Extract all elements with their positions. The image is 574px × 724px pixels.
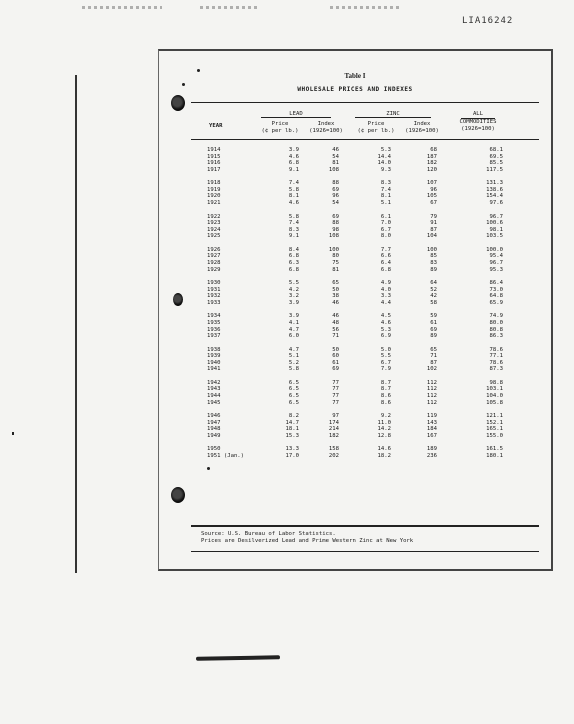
lead-price-cell: 9.1 [288, 233, 299, 240]
lead-price-cell: 4.6 [288, 153, 299, 160]
lead-index-cell: 46 [332, 147, 339, 153]
table-row [159, 214, 551, 221]
table-row [159, 280, 551, 287]
zinc-price-cell: 5.5 [380, 353, 391, 360]
lead-index-cell: 54 [332, 153, 339, 160]
lead-price-cell: 6.8 [288, 160, 299, 167]
table-row [159, 433, 551, 440]
table-row [159, 253, 551, 260]
zinc-price-cell: 6.4 [380, 259, 391, 266]
year-cell: 1928 [207, 259, 221, 266]
zinc-index-cell: 67 [430, 200, 437, 207]
year-cell: 1938 [207, 346, 221, 353]
zinc-price-cell: 14.4 [377, 153, 391, 160]
all-commodities-cell: 138.6 [486, 186, 503, 193]
document-id: LIA16242 [462, 16, 514, 26]
zinc-index-cell: 236 [426, 452, 437, 459]
lead-price-cell: 6.5 [288, 379, 299, 386]
zinc-price-cell: 8.6 [380, 393, 391, 400]
zinc-index-cell: 91 [430, 220, 437, 227]
all-commodities-cell: 86.3 [489, 333, 503, 340]
zinc-index-cell: 184 [426, 426, 437, 433]
zinc-index-cell: 68 [430, 147, 437, 153]
year-cell: 1915 [207, 153, 221, 160]
lead-price-cell: 4.7 [288, 326, 299, 333]
year-cell: 1939 [207, 353, 221, 360]
lead-index-cell: 54 [332, 200, 339, 207]
lead-price-cell: 9.1 [288, 166, 299, 173]
zinc-price-cell: 8.7 [380, 386, 391, 393]
lead-price-cell: 6.5 [288, 386, 299, 393]
table-title: WHOLESALE PRICES AND INDEXES [297, 86, 413, 93]
lead-price-cell: 5.5 [288, 280, 299, 287]
all-commodities-cell: 165.1 [486, 426, 503, 433]
table-row [159, 453, 551, 460]
all-commodities-cell: 80.0 [489, 319, 503, 326]
lead-price-cell: 14.7 [285, 419, 299, 426]
lead-price-cell: 7.4 [288, 220, 299, 227]
all-commodities-cell: 155.0 [486, 432, 503, 439]
year-cell: 1950 [207, 446, 221, 453]
zinc-index-cell: 102 [426, 366, 437, 373]
lead-index-header: Index (1926=100) [309, 121, 343, 134]
zinc-price-cell: 8.1 [380, 193, 391, 200]
zinc-price-cell: 4.0 [380, 286, 391, 293]
lead-price-cell: 8.1 [288, 193, 299, 200]
lead-index-cell: 56 [332, 326, 339, 333]
all-commodities-cell: 98.1 [489, 226, 503, 233]
lead-price-cell: 15.3 [285, 432, 299, 439]
year-cell: 1947 [207, 419, 221, 426]
lead-index-cell: 96 [332, 193, 339, 200]
price-note: Prices are Desilverized Lead and Prime Western Zinc at New York [201, 538, 414, 544]
table-row [159, 300, 551, 307]
year-cell: 1943 [207, 386, 221, 393]
table-row [159, 400, 551, 407]
all-commodities-cell: 95.3 [489, 266, 503, 273]
lead-index-cell: 46 [332, 299, 339, 306]
zinc-price-cell: 14.0 [377, 160, 391, 167]
zinc-index-cell: 87 [430, 226, 437, 233]
punch-hole-icon [171, 487, 185, 503]
lead-index-cell: 100 [328, 246, 339, 253]
zinc-price-cell: 6.1 [380, 213, 391, 220]
table-sheet [158, 49, 553, 571]
lead-index-cell: 158 [328, 446, 339, 453]
lead-index-cell: 202 [328, 452, 339, 459]
table-row [159, 147, 551, 154]
table-row [159, 386, 551, 393]
zinc-price-cell: 9.3 [380, 166, 391, 173]
lead-price-cell: 8.4 [288, 246, 299, 253]
lead-price-cell: 4.1 [288, 319, 299, 326]
table-row [159, 360, 551, 367]
lead-index-cell: 69 [332, 186, 339, 193]
lead-index-cell: 77 [332, 379, 339, 386]
table-row [159, 220, 551, 227]
all-commodities-cell: 103.5 [486, 233, 503, 240]
all-commodities-cell: 65.9 [489, 299, 503, 306]
year-cell: 1949 [207, 432, 221, 439]
table-row [159, 333, 551, 340]
year-cell: 1946 [207, 413, 221, 420]
zinc-price-cell: 5.3 [380, 326, 391, 333]
scan-mark [196, 655, 280, 660]
zinc-price-cell: 7.9 [380, 366, 391, 373]
table-row [159, 260, 551, 267]
table-row [159, 160, 551, 167]
lead-price-cell: 3.9 [288, 147, 299, 153]
year-cell: 1914 [207, 147, 221, 153]
lead-price-cell: 3.9 [288, 313, 299, 320]
year-cell: 1951 (Jan.) [207, 452, 245, 459]
lead-price-cell: 5.2 [288, 359, 299, 366]
all-commodities-cell: 69.5 [489, 153, 503, 160]
all-commodities-cell: 161.5 [486, 446, 503, 453]
zinc-index-cell: 58 [430, 299, 437, 306]
year-cell: 1924 [207, 226, 221, 233]
all-commodities-cell: 73.0 [489, 286, 503, 293]
zinc-index-cell: 42 [430, 293, 437, 300]
year-cell: 1941 [207, 366, 221, 373]
all-commodities-cell: 77.1 [489, 353, 503, 360]
table-row [159, 167, 551, 174]
zinc-index-cell: 112 [426, 386, 437, 393]
all-commodities-cell: 78.6 [489, 346, 503, 353]
all-commodities-cell: 78.6 [489, 359, 503, 366]
year-cell: 1944 [207, 393, 221, 400]
all-commodities-cell: 121.1 [486, 413, 503, 420]
year-cell: 1940 [207, 359, 221, 366]
all-commodities-cell: 180.1 [486, 452, 503, 459]
zinc-index-header: Index (1926=100) [405, 121, 439, 134]
table-row [159, 200, 551, 207]
zinc-price-cell: 4.6 [380, 319, 391, 326]
lead-index-cell: 65 [332, 280, 339, 287]
year-cell: 1921 [207, 200, 221, 207]
all-commodities-cell: 100.6 [486, 220, 503, 227]
year-cell: 1948 [207, 426, 221, 433]
zinc-price-cell: 7.7 [380, 246, 391, 253]
table-row [159, 154, 551, 161]
zinc-price-cell: 5.3 [380, 147, 391, 153]
zinc-price-cell: 6.7 [380, 359, 391, 366]
zinc-price-cell: 4.4 [380, 299, 391, 306]
zinc-price-cell: 6.7 [380, 226, 391, 233]
zinc-index-cell: 100 [426, 246, 437, 253]
table-row [159, 380, 551, 387]
all-commodities-cell: 104.0 [486, 393, 503, 400]
lead-index-cell: 214 [328, 426, 339, 433]
lead-price-cell: 4.6 [288, 200, 299, 207]
all-commodities-cell: 80.8 [489, 326, 503, 333]
lead-index-cell: 98 [332, 226, 339, 233]
lead-index-cell: 77 [332, 399, 339, 406]
table-row [159, 233, 551, 240]
lead-index-cell: 60 [332, 353, 339, 360]
zinc-price-cell: 6.6 [380, 253, 391, 260]
year-cell: 1931 [207, 286, 221, 293]
zinc-index-cell: 107 [426, 180, 437, 187]
all-commodities-cell: 100.0 [486, 246, 503, 253]
table-row [159, 187, 551, 194]
year-cell: 1927 [207, 253, 221, 260]
zinc-index-cell: 65 [430, 346, 437, 353]
scan-mark [12, 432, 14, 435]
table-row [159, 353, 551, 360]
zinc-index-cell: 59 [430, 313, 437, 320]
zinc-index-cell: 61 [430, 319, 437, 326]
zinc-price-cell: 4.5 [380, 313, 391, 320]
table-row [159, 287, 551, 294]
table-row [159, 320, 551, 327]
all-commodities-cell: 74.9 [489, 313, 503, 320]
zinc-price-cell: 3.3 [380, 293, 391, 300]
zinc-index-cell: 79 [430, 213, 437, 220]
all-commodities-header: ALL COMMODITIES (1926=100) [459, 111, 497, 132]
lead-index-cell: 81 [332, 266, 339, 273]
zinc-index-cell: 105 [426, 193, 437, 200]
lead-index-cell: 174 [328, 419, 339, 426]
zinc-index-cell: 112 [426, 399, 437, 406]
lead-index-cell: 38 [332, 293, 339, 300]
table-row [159, 267, 551, 274]
zinc-index-cell: 69 [430, 326, 437, 333]
all-commodities-cell: 64.8 [489, 293, 503, 300]
lead-price-cell: 3.9 [288, 299, 299, 306]
source-note: Source: U.S. Bureau of Labor Statistics. [201, 531, 336, 537]
zinc-index-cell: 119 [426, 413, 437, 420]
lead-price-cell: 5.8 [288, 213, 299, 220]
lead-price-header: Price (¢ per lb.) [261, 121, 299, 134]
table-row [159, 247, 551, 254]
lead-index-cell: 108 [328, 233, 339, 240]
lead-price-cell: 4.7 [288, 346, 299, 353]
year-cell: 1932 [207, 293, 221, 300]
zinc-price-cell: 8.3 [380, 180, 391, 187]
lead-index-cell: 69 [332, 213, 339, 220]
zinc-price-cell: 5.1 [380, 200, 391, 207]
lead-price-cell: 6.8 [288, 266, 299, 273]
lead-index-cell: 88 [332, 220, 339, 227]
lead-index-cell: 46 [332, 313, 339, 320]
lead-index-cell: 61 [332, 359, 339, 366]
table-row [159, 413, 551, 420]
zinc-index-cell: 83 [430, 259, 437, 266]
zinc-price-cell: 11.0 [377, 419, 391, 426]
all-commodities-cell: 68.1 [489, 147, 503, 153]
lead-price-cell: 13.3 [285, 446, 299, 453]
all-commodities-cell: 95.4 [489, 253, 503, 260]
year-cell: 1937 [207, 333, 221, 340]
punch-hole-icon [171, 95, 185, 111]
lead-index-cell: 182 [328, 432, 339, 439]
year-cell: 1925 [207, 233, 221, 240]
lead-index-cell: 75 [332, 259, 339, 266]
zinc-price-cell: 8.7 [380, 379, 391, 386]
year-cell: 1918 [207, 180, 221, 187]
zinc-index-cell: 187 [426, 153, 437, 160]
zinc-index-cell: 167 [426, 432, 437, 439]
table-row [159, 393, 551, 400]
year-cell: 1922 [207, 213, 221, 220]
zinc-index-cell: 112 [426, 393, 437, 400]
zinc-price-cell: 8.0 [380, 233, 391, 240]
year-cell: 1919 [207, 186, 221, 193]
all-commodities-cell: 86.4 [489, 280, 503, 287]
lead-index-cell: 50 [332, 346, 339, 353]
zinc-price-cell: 9.2 [380, 413, 391, 420]
scan-mark [330, 6, 400, 9]
zinc-price-cell: 14.6 [377, 446, 391, 453]
header-rule [191, 102, 539, 103]
zinc-index-cell: 52 [430, 286, 437, 293]
lead-price-cell: 3.2 [288, 293, 299, 300]
year-cell: 1945 [207, 399, 221, 406]
lead-index-cell: 108 [328, 166, 339, 173]
zinc-price-cell: 7.4 [380, 186, 391, 193]
zinc-price-cell: 5.0 [380, 346, 391, 353]
zinc-index-cell: 143 [426, 419, 437, 426]
lead-price-cell: 5.8 [288, 366, 299, 373]
all-commodities-cell: 154.4 [486, 193, 503, 200]
zinc-index-cell: 189 [426, 446, 437, 453]
year-cell: 1935 [207, 319, 221, 326]
year-cell: 1936 [207, 326, 221, 333]
year-cell: 1916 [207, 160, 221, 167]
lead-price-cell: 6.3 [288, 259, 299, 266]
all-commodities-cell: 96.7 [489, 213, 503, 220]
year-cell: 1930 [207, 280, 221, 287]
lead-index-cell: 80 [332, 253, 339, 260]
table-row [159, 420, 551, 427]
lead-index-cell: 71 [332, 333, 339, 340]
zinc-group-label: ZINC [355, 111, 431, 118]
table-body [159, 147, 551, 460]
scan-mark [200, 6, 260, 9]
year-cell: 1929 [207, 266, 221, 273]
lead-price-cell: 6.8 [288, 253, 299, 260]
zinc-price-cell: 18.2 [377, 452, 391, 459]
table-row [159, 347, 551, 354]
header-bottom-rule [191, 139, 539, 140]
lead-price-cell: 6.0 [288, 333, 299, 340]
all-commodities-cell: 97.6 [489, 200, 503, 207]
all-commodities-cell: 87.3 [489, 366, 503, 373]
zinc-index-cell: 120 [426, 166, 437, 173]
scan-mark [207, 467, 210, 470]
lead-price-cell: 18.1 [285, 426, 299, 433]
zinc-index-cell: 104 [426, 233, 437, 240]
scan-mark [82, 6, 162, 9]
table-footer [201, 531, 413, 545]
lead-index-cell: 48 [332, 319, 339, 326]
zinc-index-cell: 96 [430, 186, 437, 193]
zinc-price-cell: 12.8 [377, 432, 391, 439]
table-row [159, 293, 551, 300]
table-row [159, 366, 551, 373]
zinc-index-cell: 112 [426, 379, 437, 386]
lead-price-cell: 8.2 [288, 413, 299, 420]
all-commodities-cell: 103.1 [486, 386, 503, 393]
footer-rule [191, 551, 539, 552]
lead-price-cell: 5.1 [288, 353, 299, 360]
table-bottom-rule [191, 525, 539, 527]
zinc-index-cell: 89 [430, 333, 437, 340]
all-commodities-cell: 98.8 [489, 379, 503, 386]
lead-index-cell: 77 [332, 386, 339, 393]
zinc-index-cell: 87 [430, 359, 437, 366]
lead-price-cell: 8.3 [288, 226, 299, 233]
all-commodities-cell: 96.7 [489, 259, 503, 266]
zinc-price-cell: 4.9 [380, 280, 391, 287]
year-cell: 1934 [207, 313, 221, 320]
zinc-price-cell: 6.9 [380, 333, 391, 340]
zinc-index-cell: 85 [430, 253, 437, 260]
zinc-price-cell: 7.0 [380, 220, 391, 227]
zinc-index-cell: 71 [430, 353, 437, 360]
zinc-index-cell: 89 [430, 266, 437, 273]
zinc-index-cell: 64 [430, 280, 437, 287]
table-number: Table I [344, 72, 366, 80]
zinc-price-header: Price (¢ per lb.) [357, 121, 395, 134]
year-cell: 1942 [207, 379, 221, 386]
lead-price-cell: 17.0 [285, 452, 299, 459]
table-row [159, 446, 551, 453]
zinc-price-cell: 6.8 [380, 266, 391, 273]
year-cell: 1933 [207, 299, 221, 306]
zinc-price-cell: 8.6 [380, 399, 391, 406]
all-commodities-cell: 85.5 [489, 160, 503, 167]
all-commodities-cell: 105.8 [486, 399, 503, 406]
table-row [159, 180, 551, 187]
table-row [159, 426, 551, 433]
year-cell: 1923 [207, 220, 221, 227]
table-row [159, 227, 551, 234]
lead-index-cell: 88 [332, 180, 339, 187]
all-commodities-cell: 131.3 [486, 180, 503, 187]
year-cell: 1920 [207, 193, 221, 200]
zinc-index-cell: 182 [426, 160, 437, 167]
lead-index-cell: 77 [332, 393, 339, 400]
lead-price-cell: 4.2 [288, 286, 299, 293]
year-cell: 1917 [207, 166, 221, 173]
table-row [159, 327, 551, 334]
lead-index-cell: 50 [332, 286, 339, 293]
lead-index-cell: 69 [332, 366, 339, 373]
table-row [159, 313, 551, 320]
lead-index-cell: 81 [332, 160, 339, 167]
lead-index-cell: 97 [332, 413, 339, 420]
lead-group-label: LEAD [261, 111, 331, 118]
year-cell: 1926 [207, 246, 221, 253]
table-row [159, 193, 551, 200]
all-commodities-cell: 152.1 [486, 419, 503, 426]
zinc-price-cell: 14.2 [377, 426, 391, 433]
all-commodities-cell: 117.5 [486, 166, 503, 173]
lead-price-cell: 6.5 [288, 399, 299, 406]
year-header: YEAR [209, 123, 223, 129]
lead-price-cell: 7.4 [288, 180, 299, 187]
lead-price-cell: 6.5 [288, 393, 299, 400]
margin-line [75, 75, 77, 573]
lead-price-cell: 5.8 [288, 186, 299, 193]
